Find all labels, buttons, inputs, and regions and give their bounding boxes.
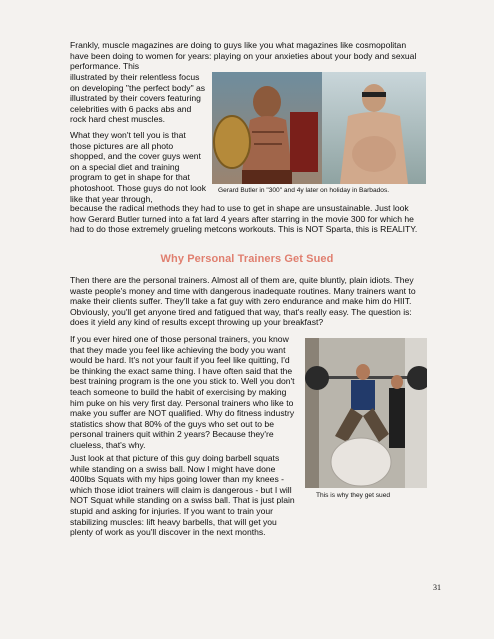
paragraph-photoshop-continued: because the radical methods they had to use to get in shape are unsustainable. Just look how Gerard Butler turned into a fat lard 4 years after starring in the movie 300 for which he had to do those extremely grueling metcons workouts. This is NOT Sparta, this is REALITY. xyxy=(70,203,418,235)
squat-caption: This is why they get sued xyxy=(316,492,391,499)
gerard-butler-photo xyxy=(212,72,426,184)
paragraph-swiss-ball: Just look at that picture of this guy doing barbell squats while standing on a swiss ball. Now I might have done 400lbs Squats with my hips going lower than my knees - which those idiot trainers will claim is dangerous - but I will NOT Squat while standing on a swiss ball. That is just plain stupid and asking for injuries. If you want to train your stabilizing muscles: lift heavy barbells, that will get you plenty of work as you'll discover in the next months. xyxy=(70,453,295,538)
swiss-ball-squat-photo xyxy=(305,338,427,488)
swiss-ball-squat-illustration xyxy=(305,338,427,488)
butler-caption: Gerard Butler in "300" and 4y later on holiday in Barbados. xyxy=(218,187,390,194)
paragraph-trainers: Then there are the personal trainers. Almost all of them are, quite bluntly, plain idiots. They waste people's money and time with dangerous inadequate routines. Many trainers want to make their clients suffer. They'll take a fat guy with zero endurance and make him do HIIT. Obviously, you'll get anyone tired and fatigued that way, that's really easy. The question is: does it yield any kind of results except throwing up your breakfast? xyxy=(70,275,416,328)
paragraph-intro: Frankly, muscle magazines are doing to guys like you what magazines like cosmopolitan have been doing to women for years: playing on your anxieties about your body and sexual performance. This xyxy=(70,40,417,72)
paragraph-intro-continued: illustrated by their relentless focus on developing "the perfect body" as illustrated by their covers featuring celebrities with 6 packs abs and rock hard chest muscles. xyxy=(70,72,206,125)
section-heading: Why Personal Trainers Get Sued xyxy=(160,253,334,265)
paragraph-hired-trainers: If you ever hired one of those personal trainers, you know that they made you feel like achieving the body you want would be hard. It's not your fault if you feel like quitting, I'd be thinking the exact same thing. I have often said that the best training program is the one you stick to. Well you don't teach someone to build the habit of exercising by making him puke on his very first day. Personal trainers who like to make you suffer are NOT qualified. Why do fitness industry statistics show that 80% of the guys who set out to be personal trainers quit within 2 years? Because they're clueless, that's why. xyxy=(70,334,295,450)
paragraph-photoshop: What they won't tell you is that those pictures are all photo shopped, and the cover guys went on a special diet and training program to get in shape for that photoshoot. Those guys do not look like that year through, xyxy=(70,130,207,204)
page-number: 31 xyxy=(433,583,441,592)
gerard-butler-illustration xyxy=(212,72,426,184)
